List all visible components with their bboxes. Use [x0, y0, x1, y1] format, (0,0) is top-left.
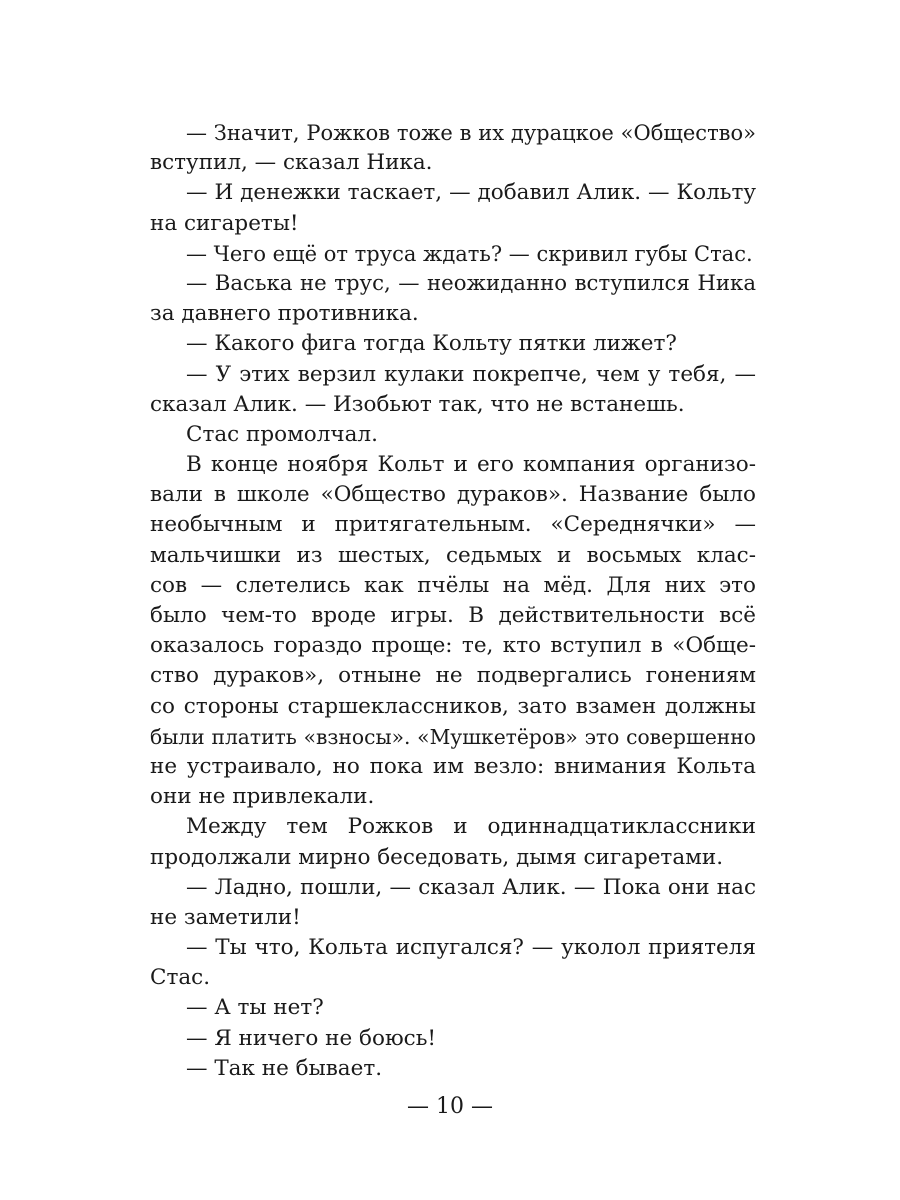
text-line: не заметили!: [150, 904, 301, 930]
text-line: оказалось гораздо проще: те, кто вступил в «Обще-: [150, 633, 756, 659]
text-line: вступил, — сказал Ника.: [150, 150, 433, 176]
text-line: — Васька не трус, — неожиданно вступился Ника: [186, 270, 756, 296]
text-line: — У этих верзил кулаки покрепче, чем у тебя, —: [186, 361, 756, 387]
text-line: — Значит, Рожков тоже в их дурацкое «Общество»: [186, 121, 756, 145]
text-line: В конце ноября Кольт и его компания организо-: [186, 452, 756, 478]
text-line: сказал Алик. — Изобьют так, что не встанешь.: [150, 391, 685, 417]
text-line: на сигареты!: [150, 210, 299, 236]
text-line: со стороны старшеклассников, зато взамен должны: [150, 693, 756, 719]
text-line: не устраивало, но пока им везло: внимания Кольта: [150, 753, 756, 779]
page-number: — 10 —: [407, 1094, 493, 1119]
text-line: — Какого фига тогда Кольту пятки лижет?: [186, 331, 677, 357]
text-line: — Ты что, Кольта испугался? — уколол приятеля: [186, 935, 756, 961]
text-line: — Я ничего не боюсь!: [186, 1025, 437, 1051]
text-line: ство дураков», отныне не подвергались гонениям: [150, 663, 756, 689]
text-line: были платить «взносы». «Мушкетёров» это совершенно: [150, 724, 756, 749]
text-line: Между тем Рожков и одиннадцатиклассники: [186, 814, 756, 840]
text-line: сов — слетелись как пчёлы на мёд. Для них это: [150, 572, 756, 598]
text-line: — Так не бывает.: [186, 1055, 383, 1081]
text-line: вали в школе «Общество дураков». Название было: [150, 482, 756, 508]
text-line: они не привлекали.: [150, 784, 375, 810]
text-line: — А ты нет?: [186, 995, 324, 1021]
text-line: было чем-то вроде игры. В действительности всё: [150, 603, 756, 628]
text-line: необычным и притягательным. «Середнячки» —: [150, 512, 756, 538]
text-line: мальчишки из шестых, седьмых и восьмых клас-: [150, 542, 756, 568]
page-body-text: [150, 118, 756, 1084]
text-line: — Ладно, пошли, — сказал Алик. — Пока они нас: [186, 874, 756, 900]
text-line: за давнего противника.: [150, 301, 419, 327]
text-line: Стас.: [150, 965, 211, 991]
text-line: — Чего ещё от труса ждать? — скривил губы Стас.: [186, 241, 753, 266]
text-line: — И денежки таскает, — добавил Алик. — Кольту: [186, 180, 756, 206]
text-line: Стас промолчал.: [186, 421, 378, 447]
text-line: продолжали мирно беседовать, дымя сигаретами.: [150, 844, 724, 870]
